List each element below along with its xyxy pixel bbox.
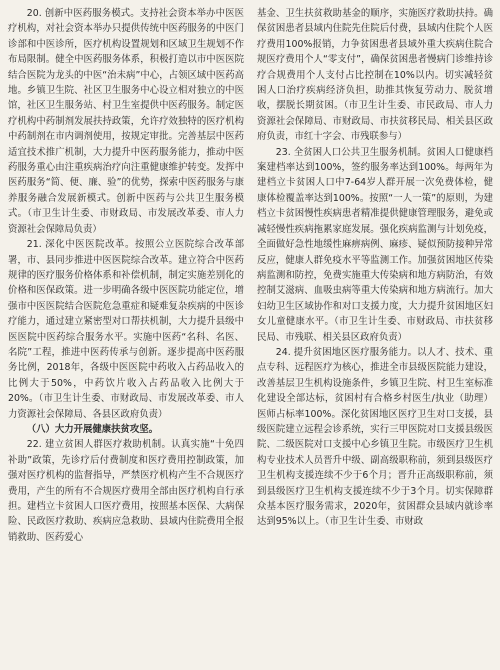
section-heading: （八）大力开展健康扶贫攻坚。 (26, 423, 159, 435)
paragraph-item-20: 20. 创新中医药服务模式。支持社会资本举办中医医疗机构，对社会资本举办只提供传统中医药服务的中医门诊部和中医诊所，医疗机构设置规划和区域卫生规划不作布局限制。健全中医药服务体系，积极打造以市中医医院结合医院为龙头的中医“治未病”中心，占领区域中医药高地。乡镇卫生院、社区卫生服务中心设立相对独立的中医馆，社区卫生服务站、村卫生室提供中医药服务。制定医疗机构中药制剂发展扶持政策，允许疗效独特的医疗机构中药制剂在市内调剂使用，按规定审批。完善基层中医药适宜技术推广机制，大力提升中医药服务能力，推动中医药服务重心由注重疾病治疗向注重健康维护转变。发挥中医药服务“简、便、廉、验”的优势，探索中医药服务与康养服务融合发展新模式。创新中医药与公共卫生服务模式。（市卫生计生委、市财政局、市发展改革委、市人力资源社会保障局负责） (8, 8, 244, 235)
paragraph-item-24: 24. 提升贫困地区医疗服务能力。以人才、技术、重点专科、远程医疗为核心，推进全市县级医院能力建设，改善基层卫生机构设施条件，乡镇卫生院、村卫生室标准化建设全部达标，贫困村有合格乡村医生/执业（助理）医师占标率100%。深化贫困地区医疗卫生对口支援，县级医院建立远程会诊系统，实行三甲医院对口支援县级医院、二级医院对口支援中心乡镇卫生院。市级医疗卫生机构专业技术人员晋升中级、副高级职称前，须到县级医疗卫生机构支援连续不少于6个月；晋升正高级职称前，须到县级医疗卫生机构支援连续不少于3个月。切实保障群众基本医疗服务需求，2020年，贫困群众县域内就诊率达到95%以上。（市卫生计生委、市财政 (257, 346, 493, 528)
right-column (257, 6, 493, 666)
paragraph-item-21: 21. 深化中医医院改革。按照公立医院综合改革部署，市、县同步推进中医医院综合改革。建立符合中医药规律的医疗服务价格体系和补偿机制，制定实施差别化的价格和医保政策。进一步明确各级中医医院功能定位，增强市中医医院结合医院危急重症和疑难复杂疾病的中医诊疗能力，通过建立紧密型对口帮扶机制，大力提升县级中医医院中医药综合服务水平。实施中医药“名科、名医、名院”工程，推进中医药传承与创新。逐步提高中医药服务比例，2018年，各级中医医院中药收入占药品收入的比例大于50%，中药饮片收入占药品收入比例大于20%。（市卫生计生委、市财政局、市发展改革委、市人力资源社会保障局、各县区政府负责） (8, 239, 244, 420)
paragraph-item-23: 23. 全贫困人口公共卫生服务机制。贫困人口健康档案建档率达到100%，签约服务率达到100%。每两年为建档立卡贫困人口中7-64岁人群开展一次免费体检，健康体检覆盖率达到100%。按照“一人一策”的原则，为建档立卡贫困慢性疾病患者精准提供健康管理服务，避免或减轻慢性疾病拖累家庭发展。强化疾病监测与计划免疫，全面做好急性地缓性麻痹病例、麻疹、疑似预防接种异常反应，健康人群免疫水平等监测工作。加强贫困地区传染病监测和防控，免费实施重大传染病和地方病防治，有效控制艾滋病、血吸虫病等重大传染病和地方病流行。加大妇幼卫生区域协作和对口支援力度，大力提升贫困地区妇女儿童健康水平。（市卫生计生委、市财政局、市扶贫移民局、市残联、相关县区政府负责） (257, 146, 493, 343)
paragraph-item-22-continued: 基金、卫生扶贫救助基金的顺序，实施医疗救助扶持。确保贫困患者县域内住院先住院后付费，县域内住院个人医疗费用100%报销，力争贫困患者县域外重大疾病住院合规医疗费用个人“零支付”，确保贫困患者慢病门诊维持诊疗合规费用个人支付占比控制在10%以内。切实减轻贫困人口治疗疾病经济负担，助推其恢复劳动力、脱贫增收，摆脱长期贫困。（市卫生计生委、市民政局、市人力资源社会保障局、市财政局、市扶贫移民局、相关县区政府负责，市红十字会、市残联参与） (257, 8, 493, 143)
left-column (8, 6, 244, 666)
paragraph-item-22: 22. 建立贫困人群医疗救助机制。认真实施“十免四补助”政策，先诊疗后付费制度和医疗费用控制政策，加强对医疗机构的监督指导，严禁医疗机构产生不合规医疗费用，产生的所有不合规医疗费用全部由医疗机构自行承担。建档立卡贫困人口医疗费用，按照基本医保、大病保险、民政医疗救助、疾病应急救助、县域内住院费用全报销救助、医药爱心 (8, 439, 244, 543)
